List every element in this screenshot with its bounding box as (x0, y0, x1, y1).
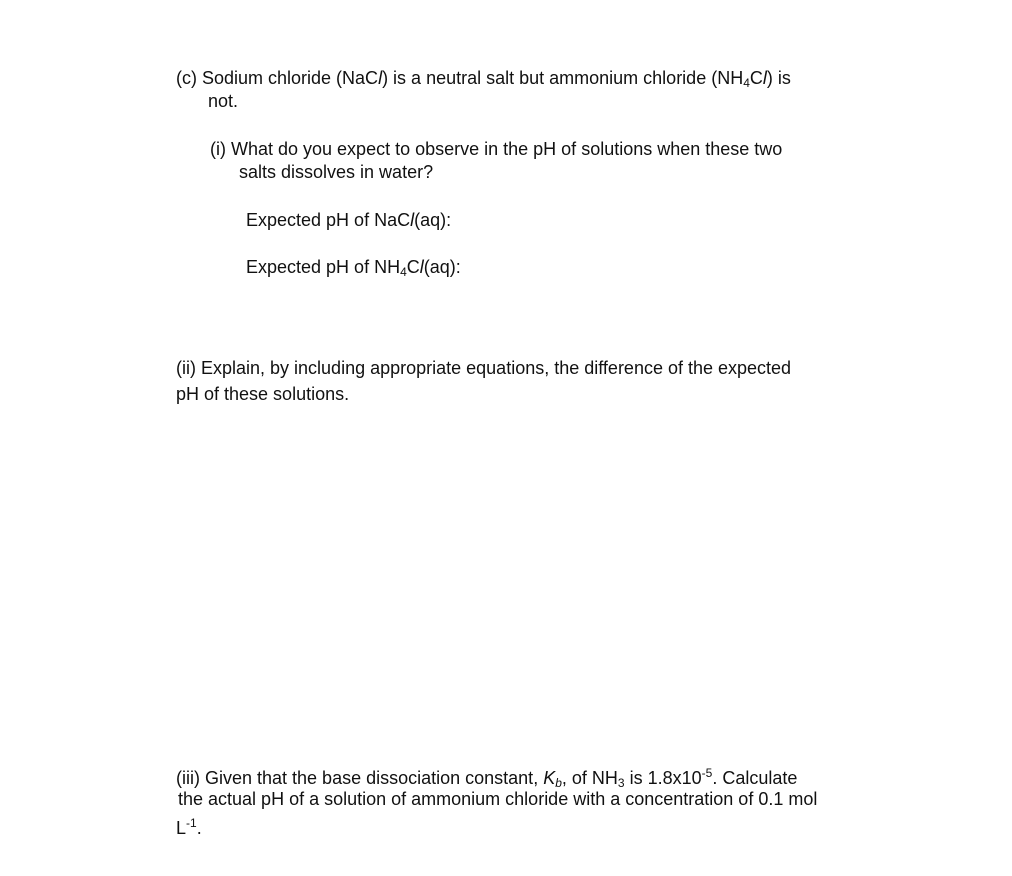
subscript: 4 (743, 76, 750, 90)
part-iii-line-3 (176, 812, 202, 839)
text-segment: , of NH (561, 768, 618, 788)
part-i-line-2: salts dissolves in water? (239, 162, 434, 182)
superscript: -1 (186, 816, 197, 830)
text-segment: (aq): (414, 210, 452, 230)
italic-l: l (378, 68, 383, 88)
text-segment: Expected pH of NH (246, 257, 401, 277)
kb-symbol: K (543, 768, 556, 788)
superscript: -5 (701, 766, 713, 780)
expected-ph-nacl (246, 209, 451, 231)
subscript: 3 (617, 776, 625, 790)
italic-l: l (410, 210, 415, 230)
text-segment: ) is (766, 68, 791, 88)
part-ii-line-2: pH of these solutions. (176, 384, 350, 404)
part-i-line-1: (i) What do you expect to observe in the pH of solutions when these two (210, 139, 783, 159)
italic-l: l (419, 257, 424, 277)
subscript: 4 (400, 265, 407, 279)
text-segment: C (406, 257, 420, 277)
text-segment: . (196, 818, 202, 838)
text-segment: ) is a neutral salt but ammonium chloride (NH (382, 68, 744, 88)
text-segment: . Calculate (712, 768, 798, 788)
text-segment: (aq): (423, 257, 461, 277)
text-segment: is 1.8x10 (624, 768, 702, 788)
part-c-line-2: not. (208, 91, 239, 111)
text-segment: L (176, 818, 187, 838)
part-ii-line-1: (ii) Explain, by including appropriate equations, the difference of the expected (176, 358, 792, 378)
text-segment: (c) Sodium chloride (NaC (176, 68, 379, 88)
text-segment: C (749, 68, 763, 88)
kb-subscript: b (555, 776, 562, 790)
part-c-line-1 (176, 67, 791, 94)
part-iii-line-2: the actual pH of a solution of ammonium chloride with a concentration of 0.1 mol (178, 789, 818, 809)
italic-l: l (762, 68, 767, 88)
text-segment: Expected pH of NaC (246, 210, 411, 230)
text-segment: (iii) Given that the base dissociation constant, (176, 768, 544, 788)
expected-ph-nh4cl (246, 256, 461, 283)
